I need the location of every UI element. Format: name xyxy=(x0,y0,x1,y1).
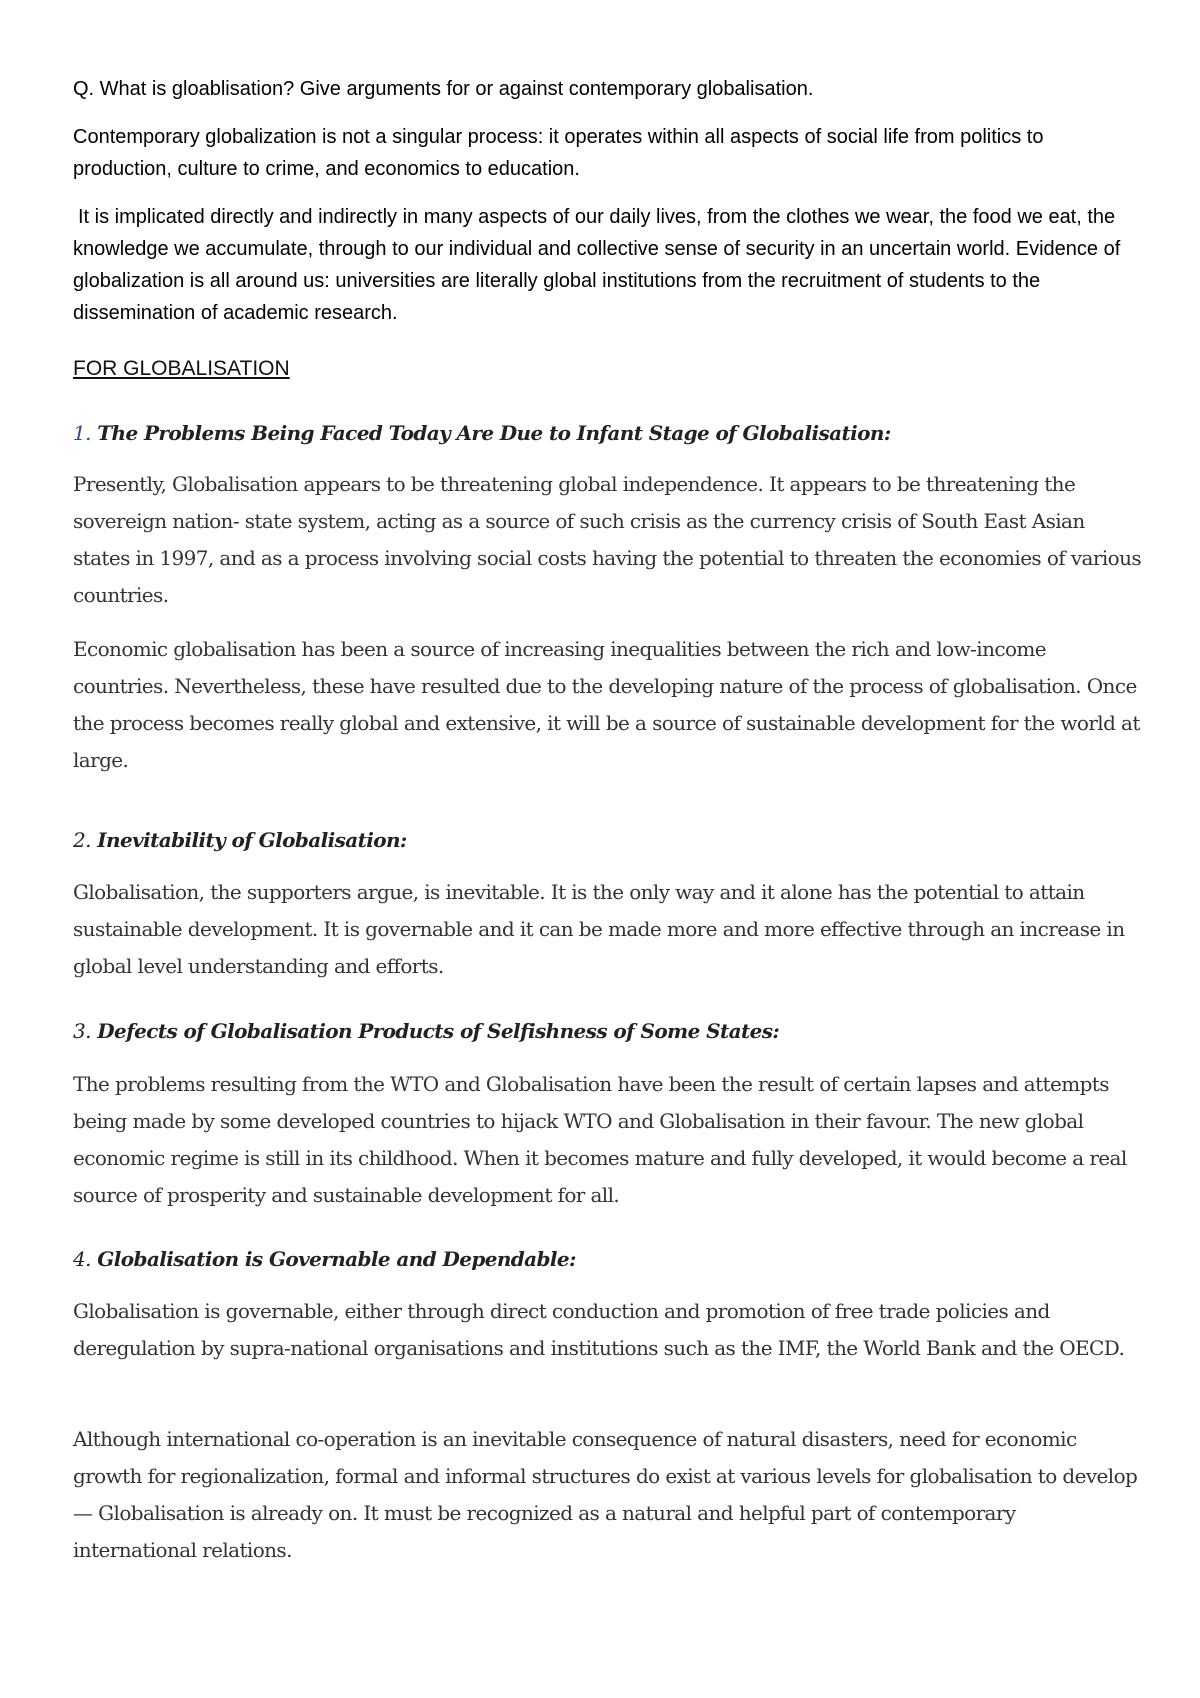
argument-title: The Problems Being Faced Today Are Due to Infant Stage of Globalisation: xyxy=(97,421,891,445)
argument-title: Inevitability of Globalisation: xyxy=(97,828,407,852)
argument-4-paragraph-1: Globalisation is governable, either through direct conduction and promotion of free trade policies and deregulation by supra-national organisations and institutions such as the IMF, the World Bank and the OECD. xyxy=(73,1299,1125,1360)
argument-title: Globalisation is Governable and Dependable: xyxy=(97,1247,576,1271)
intro-paragraph-1: Contemporary globalization is not a singular process: it operates within all aspects of social life from politics to production, culture to crime, and economics to education. xyxy=(73,126,1044,180)
argument-title: Defects of Globalisation Products of Selfishness of Some States: xyxy=(97,1019,780,1043)
argument-2-paragraph-1: Globalisation, the supporters argue, is inevitable. It is the only way and it alone has the potential to attain sustainable development. It is governable and it can be made more and more effective through an increase in global level understanding and efforts. xyxy=(73,880,1125,978)
argument-number: 4. xyxy=(73,1247,91,1271)
argument-1-paragraph-1: Presently, Globalisation appears to be threatening global independence. It appears to be threatening the sovereign nation- state system, acting as a source of such crisis as the currency crisis of South East Asian states in 1997, and as a process involving social costs having the potential to threaten the economies of various countries. xyxy=(73,472,1142,607)
argument-heading-1 xyxy=(73,419,1143,447)
argument-1-paragraph-2: Economic globalisation has been a source of increasing inequalities between the rich and low-income countries. Nevertheless, these have resulted due to the developing nature of the process of globalisation. Once the process becomes really global and extensive, it will be a source of sustainable development for the world at large. xyxy=(73,637,1140,772)
argument-heading-3 xyxy=(73,1017,1143,1045)
section-title: FOR GLOBALISATION xyxy=(73,357,290,380)
intro-paragraph-2: It is implicated directly and indirectly in many aspects of our daily lives, from the clothes we wear, the food we eat, the knowledge we accumulate, through to our individual and collective sense of security in an uncertain world. Evidence of globalization is all around us: universities are literally global institutions from the recruitment of students to the dissemination of academic research. xyxy=(73,206,1121,324)
argument-3-paragraph-1: The problems resulting from the WTO and Globalisation have been the result of certain lapses and attempts being made by some developed countries to hijack WTO and Globalisation in their favour. The new global economic regime is still in its childhood. When it becomes mature and fully developed, it would become a real source of prosperity and sustainable development for all. xyxy=(73,1072,1127,1207)
argument-4-paragraph-2: Although international co-operation is an inevitable consequence of natural disasters, need for economic growth for regionalization, formal and informal structures do exist at various levels for globalisation to develop— Globalisation is already on. It must be recognized as a natural and helpful part of contemporary international relations. xyxy=(73,1427,1138,1562)
argument-number: 1. xyxy=(73,421,91,445)
argument-number: 3. xyxy=(73,1019,91,1043)
argument-heading-4 xyxy=(73,1245,1143,1273)
argument-heading-2 xyxy=(73,826,1143,854)
argument-number: 2. xyxy=(73,828,91,852)
question-text: Q. What is gloablisation? Give arguments for or against contemporary globalisation. xyxy=(73,78,814,100)
